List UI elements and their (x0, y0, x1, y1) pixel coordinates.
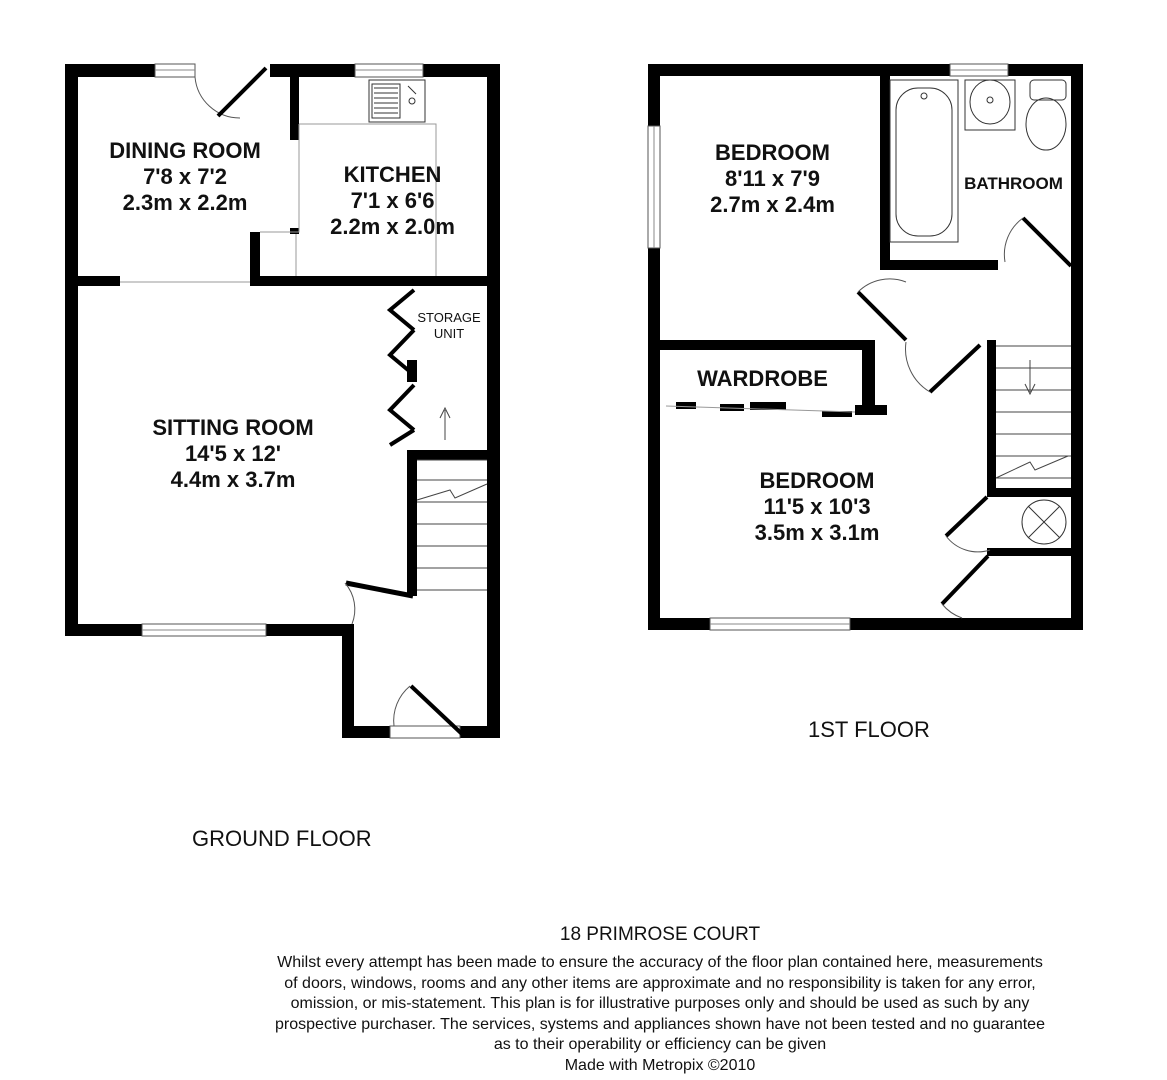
bedroom1-metric: 2.7m x 2.4m (710, 192, 835, 217)
sitting-room-metric: 4.4m x 3.7m (170, 467, 296, 492)
disclaimer-line: as to their operability or efficiency can be given (493, 1036, 827, 1053)
basin (965, 80, 1015, 130)
dining-room-imperial: 7'8 x 7'2 (143, 164, 227, 189)
disclaimer (210, 953, 1110, 1076)
disclaimer-line: Whilst every attempt has been made to ensure the accuracy of the floor plan contained here, measurements (277, 954, 1043, 971)
property-address: 18 PRIMROSE COURT (559, 924, 761, 945)
credit: Made with Metropix ©2010 (564, 1056, 756, 1074)
dining-room-name: DINING ROOM (109, 138, 261, 163)
dining-room-label (80, 138, 290, 216)
first-floor-stairs (996, 346, 1071, 478)
bedroom2-imperial: 11'5 x 10'3 (763, 494, 871, 519)
bedroom2-metric: 3.5m x 3.1m (754, 520, 880, 545)
kitchen-name: KITCHEN (343, 162, 442, 187)
disclaimer-line: omission, or mis-statement. This plan is for illustrative purposes only and should be used as such by any (290, 995, 1030, 1012)
kitchen-imperial: 7'1 x 6'6 (350, 188, 435, 213)
dining-room-metric: 2.3m x 2.2m (122, 190, 248, 215)
bathroom-label: BATHROOM (964, 174, 1063, 193)
storage-unit-line2: UNIT (433, 326, 465, 341)
sitting-room-name: SITTING ROOM (152, 415, 314, 440)
disclaimer-line: prospective purchaser. The services, systems and appliances shown have not been tested and no guarantee (275, 1015, 1045, 1033)
bedroom1-name: BEDROOM (715, 140, 830, 165)
ground-floor-stairs (417, 408, 487, 590)
bedroom2-name: BEDROOM (759, 468, 875, 493)
bedroom2-label (712, 468, 922, 546)
bath (890, 80, 958, 242)
bedroom1-label (680, 140, 865, 218)
kitchen-label (300, 162, 485, 240)
kitchen-metric: 2.2m x 2.0m (330, 214, 455, 239)
toilet (1026, 80, 1066, 150)
disclaimer-line: of doors, windows, rooms and any other items are approximate and no responsibility is taken for any error, (284, 974, 1036, 992)
kitchen-sink (369, 80, 425, 122)
wardrobe-label: WARDROBE (697, 366, 828, 391)
sitting-room-imperial: 14'5 x 12' (184, 441, 282, 466)
bedroom1-imperial: 8'11 x 7'9 (725, 166, 820, 191)
hot-water-cylinder (1022, 500, 1066, 544)
sitting-room-label (118, 415, 348, 493)
first-floor-title: 1ST FLOOR (808, 717, 930, 742)
storage-unit-line1: STORAGE (417, 310, 481, 325)
ground-floor-title: GROUND FLOOR (192, 826, 372, 851)
storage-unit-label (410, 310, 488, 342)
